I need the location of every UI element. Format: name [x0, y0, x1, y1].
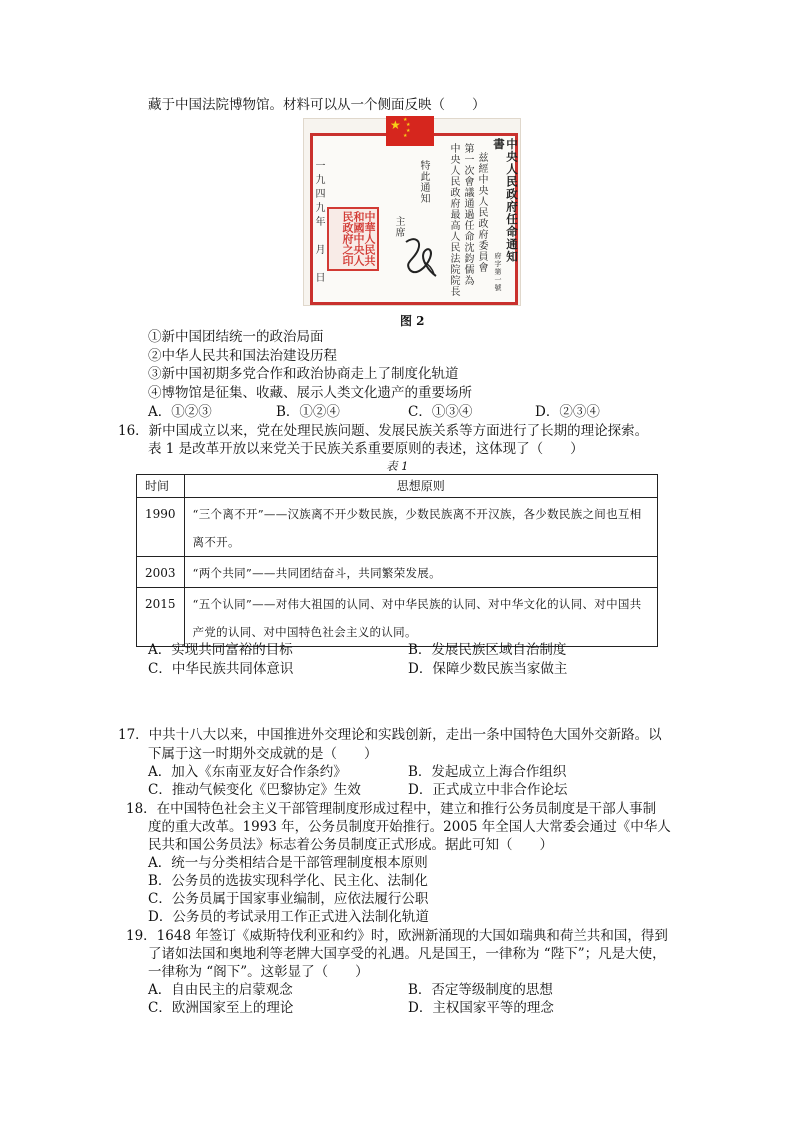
table-cell-year: 2015	[137, 588, 185, 647]
certificate-body-2: 第一次會議通過任命沈鈞儒為	[462, 143, 473, 286]
q16-option-c[interactable]: C．中华民族共同体意识	[148, 661, 294, 677]
q16-option-b[interactable]: B．发展民族区域自治制度	[408, 642, 567, 658]
statement-4: ④博物馆是征集、收藏、展示人类文化遗产的重要场所	[148, 385, 472, 401]
certificate-number: 府字第一號	[494, 252, 502, 292]
certificate-chairman: 主席	[393, 216, 404, 238]
q15-option-c[interactable]: C．①③④	[408, 404, 473, 420]
table-cell-text: “五个认同”——对伟大祖国的认同、对中华民族的认同、对中华文化的认同、对中国共产党的认同、对中国特色社会主义的认同。	[184, 588, 657, 647]
q19-stem-line-3: 一律称为 “阁下”。这彰显了（ ）	[148, 964, 369, 980]
q17-option-b[interactable]: B．发起成立上海合作组织	[408, 764, 567, 780]
official-seal	[327, 207, 379, 271]
statement-1: ①新中国团结统一的政治局面	[148, 329, 324, 345]
certificate-notice: 特此通知	[418, 160, 429, 204]
figure-caption: 图 2	[400, 314, 425, 328]
q15-option-d[interactable]: D．②③④	[535, 404, 600, 420]
q17-stem-line-1: 17．中共十八大以来，中国推进外交理论和实践创新，走出一条中国特色大国外交新路。以	[118, 727, 662, 743]
q19-option-d[interactable]: D．主权国家平等的理念	[408, 1000, 554, 1016]
statement-2: ②中华人民共和国法治建设历程	[148, 348, 337, 364]
q18-option-c[interactable]: C．公务员属于国家事业编制，应依法履行公职	[148, 891, 429, 907]
q19-option-b[interactable]: B．否定等级制度的思想	[408, 982, 553, 998]
certificate-body-1: 兹經中央人民政府委員會	[476, 152, 487, 273]
q15-stem-end: 藏于中国法院博物馆。材料可以从一个侧面反映（ ）	[148, 97, 486, 113]
q18-stem-line-2: 度的重大改革。1993 年，公务员制度开始推行。2005 年全国人大常委会通过《中华人	[148, 819, 671, 835]
table-row	[137, 498, 658, 557]
table-cell-year: 1990	[137, 498, 185, 557]
table-title: 表 1	[386, 459, 409, 473]
q16-option-a[interactable]: A．实现共同富裕的目标	[148, 642, 293, 658]
q19-stem-line-2: 了诸如法国和奥地利等老牌大国享受的礼遇。凡是国王，一律称为 “陛下”；凡是大使，	[148, 946, 666, 962]
table-cell-text: “三个离不开”——汉族离不开少数民族，少数民族离不开汉族，各少数民族之间也互相离不开。	[184, 498, 657, 557]
q19-option-a[interactable]: A．自由民主的启蒙观念	[148, 982, 293, 998]
table-header-row	[137, 475, 658, 498]
q15-option-b[interactable]: B．①②④	[276, 404, 340, 420]
flag-icon: ★ ★ ★ ★ ★	[386, 116, 434, 146]
certificate-date: 一九四九年 月 日	[313, 160, 324, 286]
q17-option-a[interactable]: A．加入《东南亚友好合作条约》	[148, 764, 347, 780]
certificate-title: 中央人民政府任命通知書	[492, 138, 519, 263]
q16-stem-line-1: 16．新中国成立以来，党在处理民族问题、发展民族关系等方面进行了长期的理论探索。	[118, 423, 649, 439]
certificate-body-3: 中央人民政府最高人民法院院長	[448, 143, 459, 297]
q17-stem-line-2: 下属于这一时期外交成就的是（ ）	[148, 746, 378, 762]
q19-option-c[interactable]: C．欧洲国家至上的理论	[148, 1000, 294, 1016]
table-header-principle: 思想原则	[184, 475, 657, 498]
q17-option-c[interactable]: C．推动气候变化《巴黎协定》生效	[148, 782, 361, 798]
q16-option-d[interactable]: D．保障少数民族当家做主	[408, 661, 568, 677]
table-cell-text: “两个共同”——共同团结奋斗，共同繁荣发展。	[184, 557, 657, 588]
official-seal-text: 中華人民共和國中央人民政府之印	[341, 211, 376, 266]
q18-stem-line-3: 民共和国公务员法》标志着公务员制度正式形成。据此可知（ ）	[148, 837, 553, 853]
table-row	[137, 557, 658, 588]
principles-table	[136, 474, 658, 647]
q19-stem-line-1: 19．1648 年签订《威斯特伐利亚和约》时，欧洲新涌现的大国如瑞典和荷兰共和国，得到	[126, 928, 668, 944]
q17-option-d[interactable]: D．正式成立中非合作论坛	[408, 782, 568, 798]
q18-stem-line-1: 18．在中国特色社会主义干部管理制度形成过程中，建立和推行公务员制度是干部人事制	[126, 801, 657, 817]
statement-3: ③新中国初期多党合作和政治协商走上了制度化轨道	[148, 366, 459, 382]
q18-option-a[interactable]: A．统一与分类相结合是干部管理制度根本原则	[148, 855, 428, 871]
table-row	[137, 588, 658, 647]
q18-option-d[interactable]: D．公务员的考试录用工作正式进入法制化轨道	[148, 909, 429, 925]
signature-image	[400, 232, 440, 280]
q15-option-a[interactable]: A．①②③	[148, 404, 212, 420]
q18-option-b[interactable]: B．公务员的选拔实现科学化、民主化、法制化	[148, 873, 428, 889]
table-header-time: 时间	[137, 475, 185, 498]
table-cell-year: 2003	[137, 557, 185, 588]
q16-stem-line-2: 表 1 是改革开放以来党关于民族关系重要原则的表述，这体现了（ ）	[148, 441, 584, 457]
